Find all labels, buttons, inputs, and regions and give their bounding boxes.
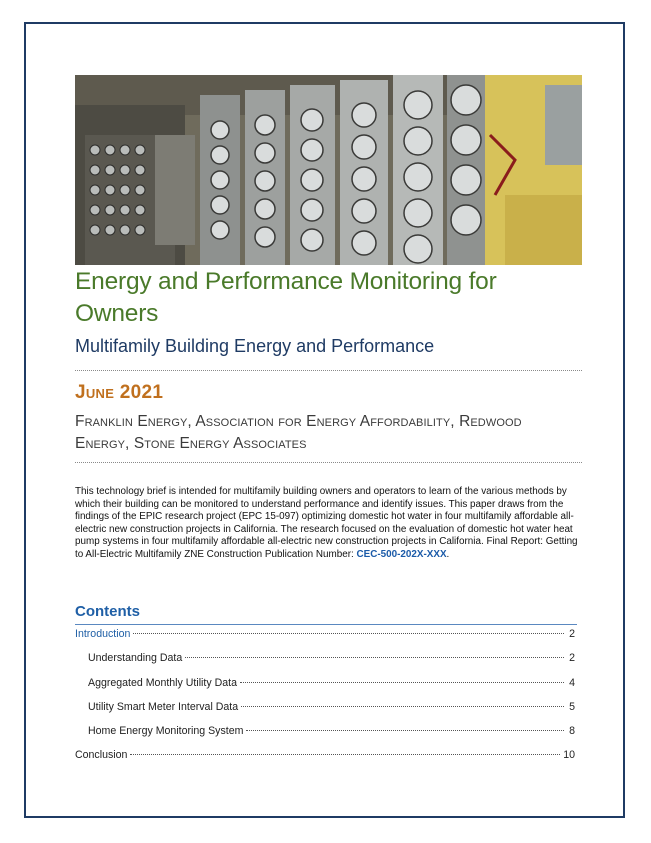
divider xyxy=(75,370,582,371)
toc-entry-page: 5 xyxy=(569,701,575,713)
toc-entry-label: Home Energy Monitoring System xyxy=(88,725,244,737)
publication-number-link[interactable]: CEC-500-202X-XXX xyxy=(356,548,447,560)
toc-entry-label: Utility Smart Meter Interval Data xyxy=(88,701,239,713)
toc-leader-dots xyxy=(241,706,564,707)
toc-entry-utility-smart-meter-interval-data[interactable] xyxy=(88,701,575,715)
toc-entry-page: 2 xyxy=(569,628,575,640)
toc-leader-dots xyxy=(246,730,564,731)
toc-leader-dots xyxy=(133,633,564,634)
toc-entry-label: Aggregated Monthly Utility Data xyxy=(88,677,237,689)
intro-paragraph xyxy=(75,486,583,562)
intro-text: This technology brief is intended for multifamily building owners and operators to learn of the various methods by which their building can be monitored to understand performance and identify issues. This paper draws from the findings of the EPIC research project (EPC 15-097) optimizing domestic hot water in four multifamily affordable all-electric new construction projects in California. The research focused on the evaluation of domestic hot water heat pump systems in four multifamily affordable all-electric new construction projects in California. Final Report: Getting to All-Electric Multifamily ZNE Construction Publication Number: xyxy=(75,486,578,560)
toc-leader-dots xyxy=(130,754,560,755)
toc-entry-label: Understanding Data xyxy=(88,652,183,664)
cover-photo-electric-meters xyxy=(75,75,582,265)
contents-heading: Contents xyxy=(75,603,140,620)
contents-underline xyxy=(75,624,577,625)
intro-end: . xyxy=(446,548,450,560)
toc-entry-page: 4 xyxy=(569,677,575,689)
author-organizations: Franklin Energy, Association for Energy Affordability, Redwood Energy, Stone Energy Associates xyxy=(75,413,522,452)
toc-entry-conclusion[interactable] xyxy=(75,749,575,763)
toc-entry-introduction[interactable] xyxy=(75,628,575,642)
toc-entry-page: 2 xyxy=(569,652,575,664)
toc-entry-home-energy-monitoring-system[interactable] xyxy=(88,725,575,739)
toc-entry-page: 8 xyxy=(569,725,575,737)
toc-entry-page: 10 xyxy=(563,749,575,761)
toc-leader-dots xyxy=(240,682,564,683)
toc-entry-understanding-data[interactable] xyxy=(88,652,575,666)
publication-date: June 2021 xyxy=(75,382,164,403)
document-title: Energy and Performance Monitoring for Owners xyxy=(75,268,497,327)
document-subtitle: Multifamily Building Energy and Performance xyxy=(75,336,435,356)
toc-leader-dots xyxy=(185,657,564,658)
toc-entry-label: Conclusion xyxy=(75,749,128,761)
divider xyxy=(75,462,582,463)
toc-entry-aggregated-monthly-utility-data[interactable] xyxy=(88,677,575,691)
toc-entry-label: Introduction xyxy=(75,628,131,640)
